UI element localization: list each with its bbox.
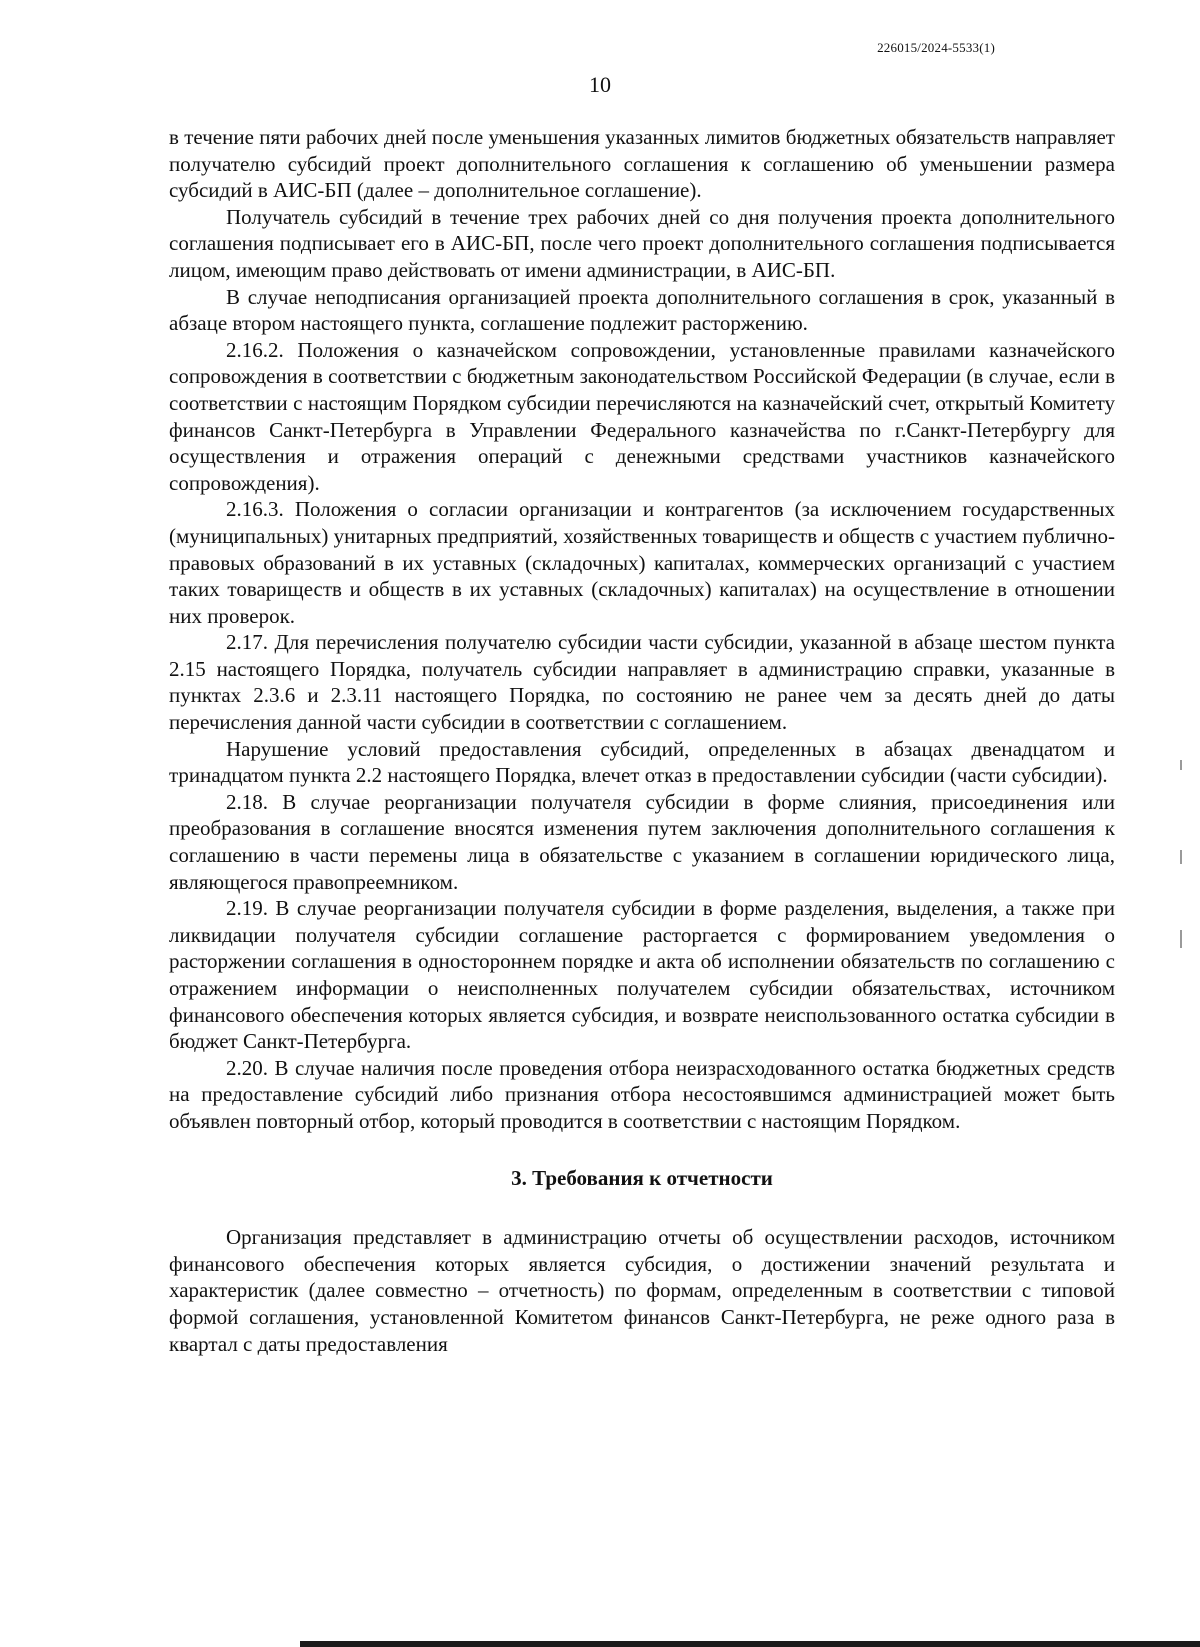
paragraph-2-20: 2.20. В случае наличия после проведения отбора неизрасходованного остатка бюджетных средств на предоставление субсидий либо признания отбора несостоявшимся администрацией может быть объявлен повторный отбор, который проводится в соответствии с настоящим Порядком. <box>169 1055 1115 1133</box>
section-paragraph: Организация представляет в администрацию отчеты об осуществлении расходов, источником финансового обеспечения которых является субсидия, о достижении значений результата и характеристик (далее совместно – отчетность) по формам, определенным в соответствии с типовой формой соглашения, установленной Комитетом финансов Санкт-Петербурга, не реже одного раза в квартал с даты предоставления <box>169 1225 1115 1356</box>
paragraph-2-17: 2.17. Для перечисления получателю субсидии части субсидии, указанной в абзаце шестом пункта 2.15 настоящего Порядка, получатель субсидии направляет в администрацию справки, указанные в пунктах 2.3.6 и 2.3.11 настоящего Порядка, по состоянию не ранее чем за десять дней до даты перечисления данной части субсидии в соответствии с соглашением. <box>169 630 1115 735</box>
paragraph: В случае неподписания организацией проекта дополнительного соглашения в срок, указанный в абзаце втором настоящего пункта, соглашение подлежит расторжению. <box>169 284 1115 336</box>
paragraph-2-16-3: 2.16.3. Положения о согласии организации и контрагентов (за исключением государственных (муниципальных) унитарных предприятий, хозяйственных товариществ и обществ с участием публично-правовых образований в их уставных (складочных) капиталах, коммерческих организаций с участием таких товариществ и обществ в их уставных (складочных) капиталах) на осуществление в отношении них проверок. <box>169 497 1115 628</box>
scan-edge-mark <box>1180 760 1182 770</box>
scan-edge-mark <box>1180 930 1182 948</box>
paragraph-continuation: в течение пяти рабочих дней после уменьшения указанных лимитов бюджетных обязательств направляет получателю субсидий проект дополнительного соглашения к соглашению об уменьшении размера субсидий в АИС-БП (далее – дополнительное соглашение). <box>169 125 1115 203</box>
scan-bottom-edge <box>300 1641 1200 1647</box>
paragraph-2-19: 2.19. В случае реорганизации получателя субсидии в форме разделения, выделения, а также при ликвидации получателя субсидии соглашение расторгается с формированием уведомления о расторжении соглашения в одностороннем порядке и акта об исполнении обязательств по соглашению с отражением информации о неисполненных получателем субсидии обязательствах, источником финансового обеспечения которых является субсидия, и возврате неиспользованного остатка субсидии в бюджет Санкт-Петербурга. <box>169 896 1115 1054</box>
paragraph-2-16-2: 2.16.2. Положения о казначейском сопровождении, установленные правилами казначейского сопровождения в соответствии с бюджетным законодательством Российской Федерации (в случае, если в соответствии с настоящим Порядком субсидии перечисляются на казначейский счет, открытый Комитету финансов Санкт-Петербурга в Управлении Федерального казначейства по г.Санкт-Петербургу для осуществления и отражения операций с денежными средствами участников казначейского сопровождения). <box>169 337 1115 495</box>
scan-edge-mark <box>1180 850 1182 864</box>
paragraph: Нарушение условий предоставления субсидий, определенных в абзацах двенадцатом и тринадцатом пункта 2.2 настоящего Порядка, влечет отказ в предоставлении субсидии (части субсидии). <box>169 736 1115 788</box>
paragraph-2-18: 2.18. В случае реорганизации получателя субсидии в форме слияния, присоединения или преобразования в соглашение вносятся изменения путем заключения дополнительного соглашения к соглашению в части перемены лица в обязательстве с указанием в соглашении юридического лица, являющегося правопреемником. <box>169 789 1115 894</box>
page-number: 10 <box>589 72 611 97</box>
document-body <box>169 124 1115 1357</box>
document-registration-number: 226015/2024-5533(1) <box>877 40 995 55</box>
paragraph: Получатель субсидий в течение трех рабочих дней со дня получения проекта дополнительного соглашения подписывает его в АИС-БП, после чего проект дополнительного соглашения подписывается лицом, имеющим право действовать от имени администрации, в АИС-БП. <box>169 204 1115 282</box>
section-heading: 3. Требования к отчетности <box>511 1165 773 1190</box>
